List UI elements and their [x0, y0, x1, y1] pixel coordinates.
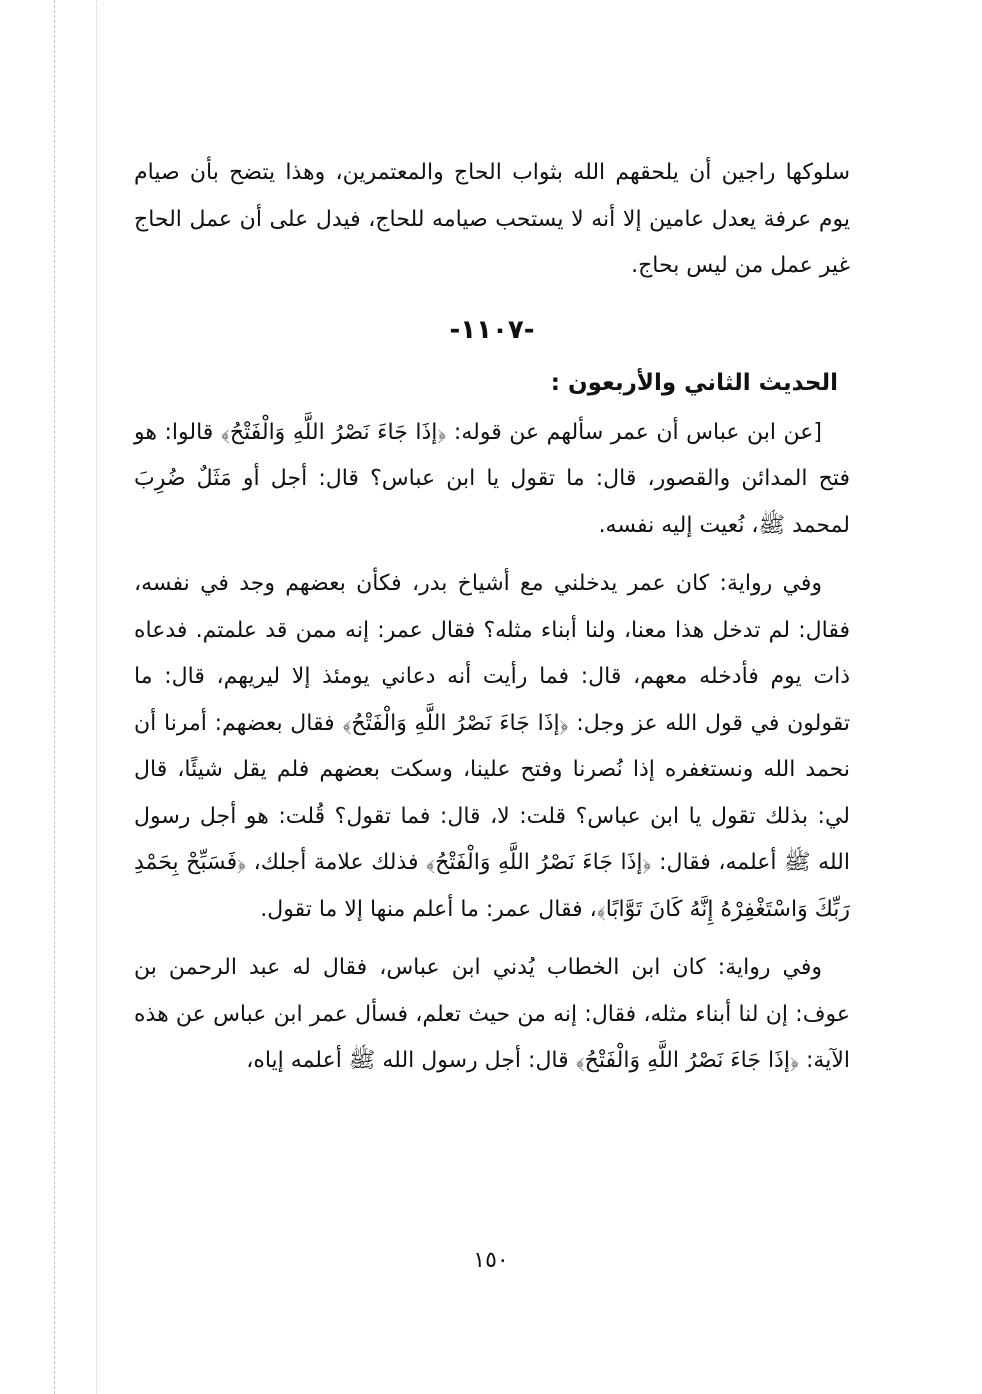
intro-paragraph: سلوكها راجين أن يلحقهم الله بثواب الحاج والمعتمرين، وهذا يتضح بأن صيام يوم عرفة يعدل عامين إلا أنه لا يستحب صيامه للحاج، فيدل على أن عمل الحاج غير عمل من ليس بحاج.: [134, 160, 850, 278]
hadith-number: -١١٠٧-: [449, 314, 535, 345]
book-page-body: [134, 150, 850, 1085]
hadith-paragraph: [عن ابن عباس أن عمر سألهم عن قوله: ﴿إذَا جَاءَ نَصْرُ اللَّهِ وَالْفَتْحُ﴾ قالوا: هو فتح المدائن والقصور، قال: ما تقول يا ابن عباس؟ قال: أجل أو مَثَلٌ ضُرِبَ لمحمد ﷺ، نُعيت إليه نفسه.: [134, 419, 850, 538]
hadith-paragraph: وفي رواية: كان عمر يدخلني مع أشياخ بدر، فكأن بعضهم وجد في نفسه، فقال: لم تدخل هذا معنا، ولنا أبناء مثله؟ فقال عمر: إنه ممن قد علمتم. فدعاه ذات يوم فأدخله معهم، قال: فما رأيت أنه دعاني يومئذ إلا ليريهم، قال: ما تقولون في قول الله عز وجل: ﴿إذَا جَاءَ نَصْرُ اللَّهِ وَالْفَتْحُ﴾ فقال بعضهم: أمرنا أن نحمد الله ونستغفره إذا نُصرنا وفتح علينا، وسكت بعضهم فلم يقل شيئًا، قال لي: بذلك تقول يا ابن عباس؟ قلت: لا، قال: فما تقول؟ قُلت: هو أجل رسول الله ﷺ أعلمه، فقال: ﴿إذَا جَاءَ نَصْرُ اللَّهِ وَالْفَتْحُ﴾ فذلك علامة أجلك، ﴿فَسَبِّحْ بِحَمْدِ رَبِّكَ وَاسْتَغْفِرْهُ إِنَّهُ كَانَ تَوَّابًا﴾، فقال عمر: ما أعلم منها إلا ما تقول.: [134, 571, 850, 922]
page-number: ١٥٠: [473, 1248, 509, 1273]
hadith-paragraph: وفي رواية: كان ابن الخطاب يُدني ابن عباس، فقال له عبد الرحمن بن عوف: إن لنا أبناء مثله، فقال: إنه من حيث تعلم، فسأل عمر ابن عباس عن هذه الآية: ﴿إذَا جَاءَ نَصْرُ اللَّهِ وَالْفَتْحُ﴾ قال: أجل رسول الله ﷺ أعلمه إياه،: [134, 955, 850, 1073]
hadith-heading: الحديث الثاني والأربعون :: [550, 369, 838, 396]
scan-edge-line: [54, 0, 55, 1394]
scan-edge-line: [96, 0, 97, 1394]
